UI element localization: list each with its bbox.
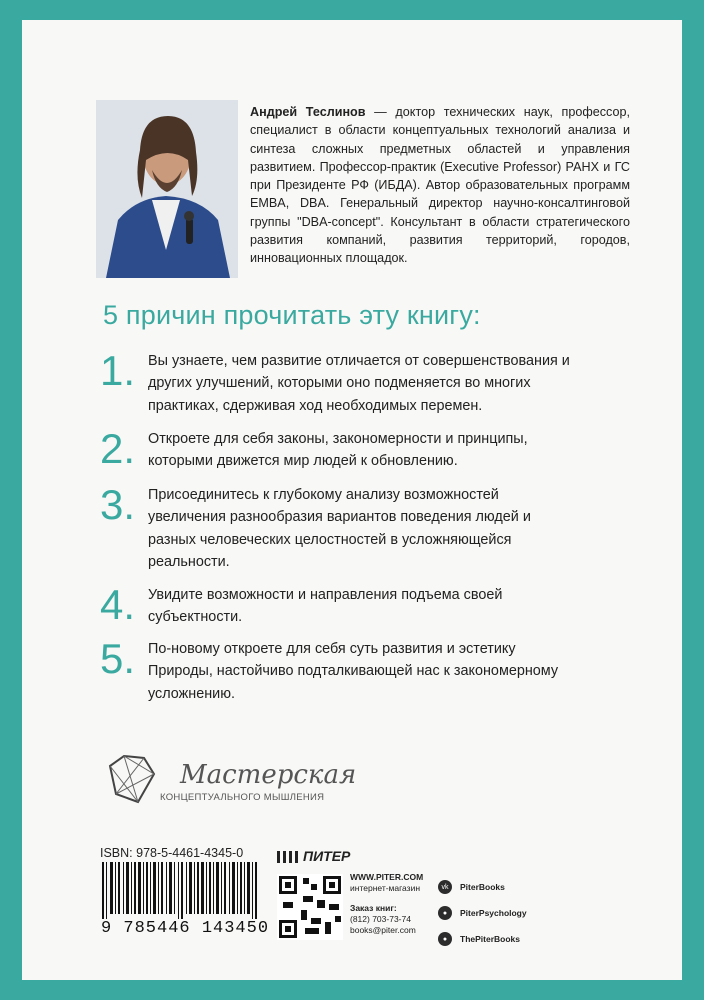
author-bio — [250, 103, 630, 268]
reason-number: 4. — [100, 581, 136, 628]
shop-site-sub: интернет-магазин — [350, 883, 421, 893]
workshop-logo — [104, 752, 357, 812]
social-icon: ● — [438, 932, 452, 946]
shop-site[interactable]: WWW.PITER.COM — [350, 872, 424, 882]
publisher-logo-icon — [277, 851, 299, 863]
social-icon: ● — [438, 906, 452, 920]
reason-text: Вы узнаете, чем развитие отличается от совершенствования и других улучшений, которыми оно подменяется во многих практиках, сдерживая ход необходимых перемен. — [148, 353, 570, 414]
order-email[interactable]: books@piter.com — [350, 925, 416, 935]
publisher-logo — [277, 848, 350, 864]
social-label: ThePiterBooks — [460, 934, 520, 944]
author-photo — [96, 100, 238, 278]
reason-number: 2. — [100, 425, 136, 472]
reason-text: Присоединитесь к глубокому анализу возможностей увеличения разнообразия вариантов поведения людей и разных человеческих целостностей в усложняющейся реальности. — [148, 487, 531, 571]
reason-number: 5. — [100, 635, 136, 682]
reason-number: 3. — [100, 481, 136, 528]
reasons-headline: 5 причин прочитать эту книгу: — [103, 300, 481, 330]
reason-text: Увидите возможности и направления подъема своей субъектности. — [148, 587, 503, 626]
qr-code-icon — [277, 874, 343, 940]
vk-icon: vk — [438, 880, 452, 894]
reason-number: 1. — [100, 347, 136, 394]
logo-subtitle: КОНЦЕПТУАЛЬНОГО МЫШЛЕНИЯ — [160, 792, 325, 803]
publisher-name: ПИТЕР — [303, 848, 351, 864]
reason-text: По-новому откроете для себя суть развития и эстетику Природы, настойчиво подталкивающей нас к закономерному усложнению. — [148, 641, 559, 702]
diamond-logo-icon — [104, 752, 158, 806]
order-label: Заказ книг: — [350, 903, 397, 913]
isbn: ISBN: 978-5-4461-4345-0 — [100, 846, 244, 860]
order-phone: (812) 703-73-74 — [350, 914, 411, 924]
author-bio-text: — доктор технических наук, профессор, специалист в области концептуальных технологий анализа и синтеза сложных предметных областей и управления развитием. Профессор-практик (Executive Professor) РАНХ и ГС при Президенте РФ (ИБДА). Автор образовательных программ EMBA, DBA. Генеральный директор научно-консалтинговой группы "DBA-concept". Консультант в области стратегического развития компаний, развития территорий, городов, инновационных площадок. — [250, 105, 630, 266]
social-label: PiterPsychology — [460, 908, 527, 918]
logo-title: Мастерская — [180, 760, 357, 790]
author-photo-illustration — [96, 100, 238, 278]
barcode-number: 9 785446 143450 — [101, 919, 270, 938]
reason-text: Откроете для себя законы, закономерности и принципы, которыми движется мир людей к обновлению. — [148, 431, 528, 470]
social-links — [438, 874, 527, 952]
shop-info — [350, 872, 423, 936]
social-link[interactable] — [438, 874, 527, 900]
author-name: Андрей Теслинов — [250, 105, 366, 119]
social-link[interactable] — [438, 926, 527, 952]
social-label: PiterBooks — [460, 882, 505, 892]
social-link[interactable] — [438, 900, 527, 926]
